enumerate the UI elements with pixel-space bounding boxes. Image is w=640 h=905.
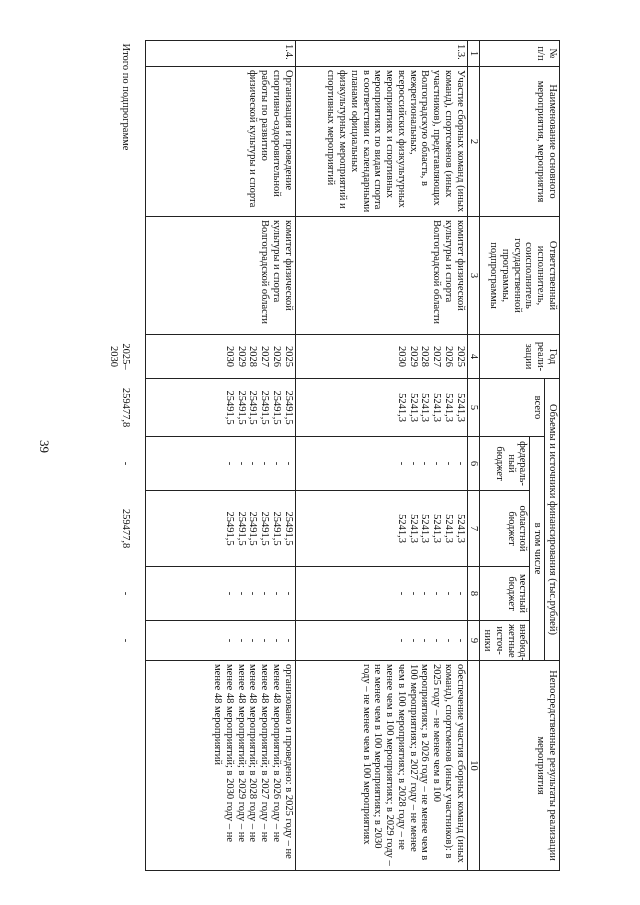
extrabudget-value: - xyxy=(431,638,443,643)
local-value: - xyxy=(407,591,419,596)
extrabudget-value: - xyxy=(271,638,282,643)
total-label: Итого по подпрограмме xyxy=(106,41,145,335)
total-value: 5241,3 xyxy=(454,393,466,422)
header-name: Наименование основного мероприятия, мероприятия xyxy=(480,67,560,217)
local-value: - xyxy=(419,591,431,596)
col-number: 6 xyxy=(467,437,480,491)
total-value: 5241,3 xyxy=(396,393,407,422)
extrabudget-value: - xyxy=(259,638,271,643)
program-table xyxy=(106,40,560,871)
federal-value: - xyxy=(454,461,466,466)
federal-value: - xyxy=(419,461,431,466)
year: 2030 xyxy=(396,346,407,367)
regional-value: 5241,3 xyxy=(407,514,419,543)
total-results-empty xyxy=(106,661,145,871)
regional-value: 5241,3 xyxy=(454,514,466,543)
total-value: 25491,5 xyxy=(247,390,259,425)
header-including: в том числе xyxy=(530,437,545,661)
extrabudget-value: - xyxy=(235,638,247,643)
activity-name: Участие сборных команд (иных команд), спортсменов (иных участников), представляющих Волгоградскую область, в межрегиональных, всероссийских физкультурных мероприятиях и спортивных мероприятиях по видам спорта в соответствии с календарными планами официальных физкультурных мероприятий и спортивных мероприятий xyxy=(295,67,467,217)
total-value: 5241,3 xyxy=(419,393,431,422)
col-number: 10 xyxy=(467,661,480,871)
total-row xyxy=(106,41,145,871)
total-value: 5241,3 xyxy=(407,393,419,422)
header-regional: областной бюджет xyxy=(480,491,530,567)
col-number: 9 xyxy=(467,621,480,661)
total-value: 25491,5 xyxy=(224,390,235,425)
year: 2030 xyxy=(224,346,235,367)
row-number: 1.4. xyxy=(145,41,295,67)
local-value: - xyxy=(443,591,454,596)
extrabudget-cell xyxy=(295,621,467,661)
col-number: 3 xyxy=(467,217,480,335)
col-number: 2 xyxy=(467,67,480,217)
federal-value: - xyxy=(235,461,247,466)
total-local: - xyxy=(106,567,145,621)
header-funding: Объемы и источники финансирования (тыс.рублей) xyxy=(545,379,560,661)
local-value: - xyxy=(247,591,259,596)
total-value: 5241,3 xyxy=(443,393,454,422)
federal-value: - xyxy=(259,461,271,466)
total-cell xyxy=(295,379,467,437)
year: 2028 xyxy=(247,346,259,367)
activity-name: Организация и проведение спортивно-оздоровительной работы по развитию физической культуры и спорта xyxy=(145,67,295,217)
page-number: 39 xyxy=(37,440,52,453)
total-value: 25491,5 xyxy=(235,390,247,425)
header-year: Год реали-зации xyxy=(480,335,560,379)
header-total: всего xyxy=(480,379,545,437)
total-federal: - xyxy=(106,437,145,491)
total-value: 25491,5 xyxy=(271,390,282,425)
year: 2028 xyxy=(419,346,431,367)
regional-value: 5241,3 xyxy=(419,514,431,543)
header-federal: федераль-ный бюджет xyxy=(480,437,530,491)
federal-value: - xyxy=(282,461,294,466)
regional-value: 5241,3 xyxy=(396,514,407,543)
year: 2025 xyxy=(454,346,466,367)
years-cell xyxy=(295,335,467,379)
federal-value: - xyxy=(443,461,454,466)
header-extrabudget: внебюд-жетные источ-ники xyxy=(480,621,530,661)
total-extrabudget: - xyxy=(106,621,145,661)
extrabudget-value: - xyxy=(407,638,419,643)
regional-value: 5241,3 xyxy=(443,514,454,543)
local-value: - xyxy=(282,591,294,596)
regional-cell xyxy=(295,491,467,567)
regional-value: 5241,3 xyxy=(431,514,443,543)
federal-value: - xyxy=(431,461,443,466)
year: 2027 xyxy=(431,346,443,367)
extrabudget-value: - xyxy=(224,638,235,643)
total-sum: 259477,8 xyxy=(106,379,145,437)
results-text: обеспечение участия сборных команд (иных команд), спортсменов (иных участников): в 2025 году – не менее чем в 100 мероприятиях; в 2026 году – не менее чем в 100 мероприятиях; в 2027 году – не менее чем в 100 мероприятиях; в 2028 году – не менее чем в 100 мероприятиях; в 2029 году – не менее чем в 100 мероприятиях; в 2030 году – не менее чем в 100 мероприятиях xyxy=(295,661,467,871)
document-sheet xyxy=(20,40,560,870)
total-years: 2025–2030 xyxy=(106,335,145,379)
header-num: № п/п xyxy=(480,41,560,67)
federal-value: - xyxy=(396,461,407,466)
federal-cell xyxy=(145,437,295,491)
local-cell xyxy=(295,567,467,621)
total-value: 5241,3 xyxy=(431,393,443,422)
col-number: 8 xyxy=(467,567,480,621)
year: 2027 xyxy=(259,346,271,367)
extrabudget-value: - xyxy=(454,638,466,643)
local-value: - xyxy=(235,591,247,596)
regional-value: 25491,5 xyxy=(235,511,247,546)
results-text: организовано и проведено: в 2025 году – не менее 48 мероприятий; в 2026 году – не менее 48 мероприятий; в 2027 году – не менее 48 мероприятий; в 2028 году – не менее 48 мероприятий; в 2029 году – не менее 48 мероприятий; в 2030 году – не менее 48 мероприятий xyxy=(145,661,295,871)
local-value: - xyxy=(271,591,282,596)
federal-value: - xyxy=(224,461,235,466)
extrabudget-cell xyxy=(145,621,295,661)
years-cell xyxy=(145,335,295,379)
federal-value: - xyxy=(271,461,282,466)
regional-value: 25491,5 xyxy=(271,511,282,546)
year: 2026 xyxy=(271,346,282,367)
table-row xyxy=(295,41,467,871)
extrabudget-value: - xyxy=(247,638,259,643)
year: 2029 xyxy=(235,346,247,367)
federal-cell xyxy=(295,437,467,491)
col-number: 4 xyxy=(467,335,480,379)
regional-value: 25491,5 xyxy=(247,511,259,546)
extrabudget-value: - xyxy=(419,638,431,643)
header-local: местный бюджет xyxy=(480,567,530,621)
year: 2026 xyxy=(443,346,454,367)
executor: комитет физической культуры и спорта Волгоградской области xyxy=(295,217,467,335)
column-number-row xyxy=(467,41,480,871)
total-value: 25491,5 xyxy=(282,390,294,425)
table-row xyxy=(145,41,295,871)
executor: комитет физической культуры и спорта Волгоградской области xyxy=(145,217,295,335)
total-cell xyxy=(145,379,295,437)
table-header xyxy=(467,41,559,871)
extrabudget-value: - xyxy=(282,638,294,643)
total-regional: 259477,8 xyxy=(106,491,145,567)
federal-value: - xyxy=(407,461,419,466)
col-number: 7 xyxy=(467,491,480,567)
header-executor: Ответственный исполнитель, соисполнитель государственной программы, подпрограммы xyxy=(480,217,560,335)
year: 2029 xyxy=(407,346,419,367)
local-value: - xyxy=(259,591,271,596)
local-cell xyxy=(145,567,295,621)
regional-value: 25491,5 xyxy=(224,511,235,546)
regional-cell xyxy=(145,491,295,567)
local-value: - xyxy=(396,591,407,596)
federal-value: - xyxy=(247,461,259,466)
local-value: - xyxy=(431,591,443,596)
col-number: 1 xyxy=(467,41,480,67)
regional-value: 25491,5 xyxy=(259,511,271,546)
col-number: 5 xyxy=(467,379,480,437)
regional-value: 25491,5 xyxy=(282,511,294,546)
header-results: Непосредственные результаты реализации мероприятия xyxy=(480,661,560,871)
year: 2025 xyxy=(282,346,294,367)
extrabudget-value: - xyxy=(396,638,407,643)
local-value: - xyxy=(454,591,466,596)
row-number: 1.3. xyxy=(295,41,467,67)
extrabudget-value: - xyxy=(443,638,454,643)
total-value: 25491,5 xyxy=(259,390,271,425)
local-value: - xyxy=(224,591,235,596)
